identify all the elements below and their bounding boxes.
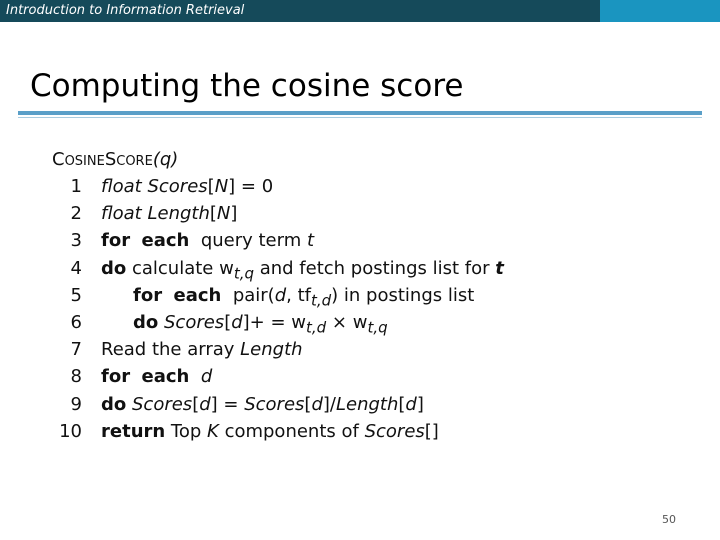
algorithm-line [52, 363, 504, 390]
slide-title: Computing the cosine score [30, 68, 464, 104]
line-text: return Top K components of Scores[] [101, 420, 439, 442]
algorithm-line [52, 418, 504, 445]
line-text: float Length[N] [101, 203, 238, 225]
line-number: 1 [70, 176, 82, 197]
line-number: 6 [70, 311, 82, 333]
algorithm-line [52, 200, 504, 227]
header-accent-block [600, 0, 720, 22]
title-divider-thin [18, 117, 702, 118]
algorithm-name: CosineScore [52, 149, 153, 170]
line-number: 2 [70, 203, 82, 225]
course-title: Introduction to Information Retrieval [6, 3, 245, 18]
line-text: float Scores[N] = 0 [101, 176, 274, 197]
algorithm-line [52, 227, 504, 254]
line-text: Read the array Length [101, 339, 303, 361]
line-number: 7 [70, 339, 82, 361]
line-number: 4 [70, 257, 82, 279]
line-number: 5 [70, 284, 82, 306]
line-text: for each query term t [101, 230, 315, 252]
line-text: do calculate $w_{t,q}$ and fetch postings list for t [101, 257, 504, 283]
line-text: do Scores[d]+ = $w_{t,d} \times w_{t,q}$ [133, 311, 388, 337]
line-text: for each pair(d, $tf_{t,d}$) in postings list [133, 284, 475, 310]
algorithm-line [52, 336, 504, 363]
page-number: 50 [662, 513, 676, 526]
algorithm-line [52, 173, 504, 200]
title-divider [18, 111, 702, 115]
line-number: 9 [70, 393, 82, 415]
line-number: 8 [70, 366, 82, 388]
algorithm-argument: (q) [152, 149, 179, 170]
line-number: 10 [59, 420, 82, 442]
algorithm-line [52, 391, 504, 418]
algorithm-line [52, 309, 504, 336]
line-number: 3 [70, 230, 82, 252]
algorithm-line [52, 282, 504, 309]
line-text: for each d [101, 366, 213, 388]
algorithm-line [52, 255, 504, 282]
algorithm-block [52, 146, 504, 445]
line-text: do Scores[d] = Scores[d]/Length[d] [101, 393, 424, 415]
algorithm-header [52, 146, 504, 173]
